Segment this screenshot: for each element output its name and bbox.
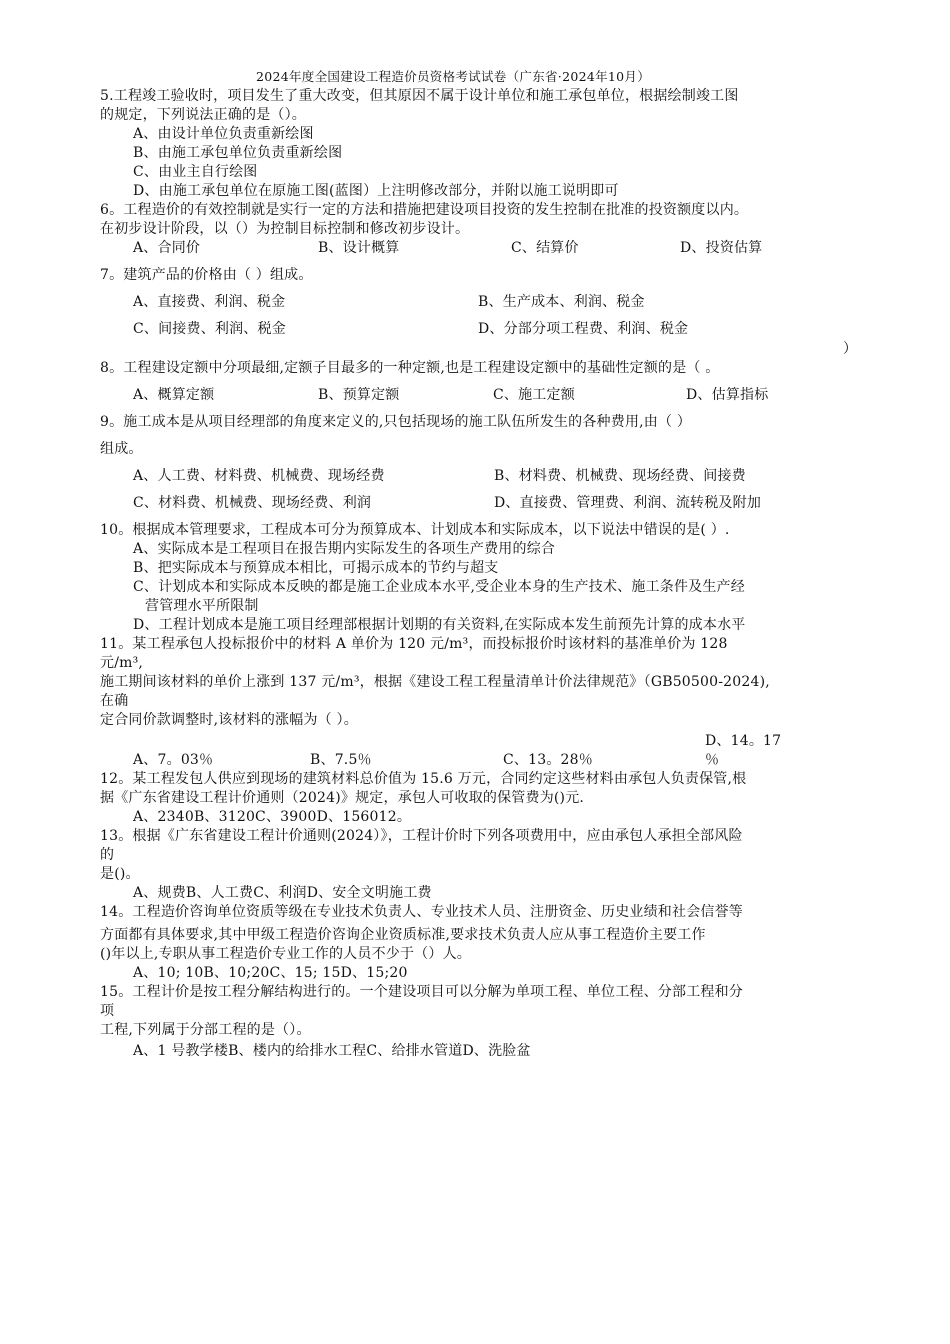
q7-option-b: B、生产成本、利润、税金 — [478, 294, 645, 310]
q15-options: A、1 号教学楼B、楼内的给排水工程C、给排水管道D、洗脸盆 — [133, 1043, 531, 1059]
q8-option-d: D、估算指标 — [686, 387, 769, 403]
q11-stem-line2: 元/m³, — [100, 655, 144, 671]
q6-stem-line2: 在初步设计阶段，以（）为控制目标控制和修改初步设计。 — [100, 221, 470, 237]
q15-stem-line1: 15。工程计价是按工程分解结构进行的。一个建设项目可以分解为单项工程、单位工程、分部工程和分 — [100, 984, 744, 1000]
q10-option-c-line2: 营管理水平所限制 — [145, 598, 259, 614]
q14-stem-line3: ()年以上,专职从事工程造价专业工作的人员不少于（）人。 — [100, 946, 471, 962]
q9-option-d: D、直接费、管理费、利润、流转税及附加 — [494, 495, 762, 511]
q5-option-d: D、由施工承包单位在原施工图(蓝图）上注明修改部分，并附以施工说明即可 — [133, 183, 619, 199]
q8-option-c: C、施工定额 — [493, 387, 575, 403]
q11-stem-line4: 在确 — [100, 693, 129, 709]
q11-option-d-percent: ％ — [705, 752, 720, 768]
q7-option-d: D、分部分项工程费、利润、税金 — [478, 321, 689, 337]
q15-stem-line3: 工程,下列属于分部工程的是（）。 — [100, 1022, 311, 1038]
q10-stem: 10。根据成本管理要求，工程成本可分为预算成本、计划成本和实际成本，以下说法中错误的是( ）. — [100, 522, 730, 538]
q5-option-c: C、由业主自行绘图 — [133, 164, 258, 180]
q8-option-a: A、概算定额 — [133, 387, 215, 403]
q10-option-a: A、实际成本是工程项目在报告期内实际发生的各项生产费用的综合 — [133, 541, 556, 557]
q11-option-b: B、7.5％ — [310, 752, 372, 768]
q8-option-b: B、预算定额 — [318, 387, 400, 403]
q5-option-b: B、由施工承包单位负责重新绘图 — [133, 145, 343, 161]
q13-stem-line3: 是()。 — [100, 866, 140, 882]
q11-option-d-value: D、14。17 — [705, 733, 782, 749]
q7-stem: 7。建筑产品的价格由（ ）组成。 — [100, 267, 313, 283]
q6-option-b: B、设计概算 — [318, 240, 400, 256]
q13-stem-line2: 的 — [100, 847, 115, 863]
q14-stem-line1: 14。工程造价咨询单位资质等级在专业技术负责人、专业技术人员、注册资金、历史业绩和社会信誉等 — [100, 904, 744, 920]
q9-option-b: B、材料费、机械费、现场经费、间接费 — [494, 468, 746, 484]
q14-options: A、10; 10B、10;20C、15; 15D、15;20 — [133, 965, 408, 981]
q9-stem-line2: 组成。 — [100, 441, 143, 457]
q11-stem-line5: 定合同价款调整时,该材料的涨幅为（ ）。 — [100, 712, 358, 728]
q6-option-c: C、结算价 — [511, 240, 579, 256]
q5-stem-line2: 的规定，下列说法正确的是（）。 — [100, 107, 306, 123]
q11-option-a: A、7。03％ — [133, 752, 214, 768]
q6-option-d: D、投资估算 — [680, 240, 763, 256]
q10-option-c-line1: C、计划成本和实际成本反映的都是施工企业成本水平,受企业本身的生产技术、施工条件及生产经 — [133, 579, 745, 595]
q9-option-c: C、材料费、机械费、现场经费、利润 — [133, 495, 372, 511]
q11-stem-line3: 施工期间该材料的单价上涨到 137 元/m³，根据《建设工程工程量清单计价法律规范》（GB50500-2024), — [100, 674, 770, 690]
q7-option-c: C、间接费、利润、税金 — [133, 321, 286, 337]
q13-stem-line1: 13。根据《广东省建设工程计价通则(2024）》，工程计价时下列各项费用中，应由承包人承担全部风险 — [100, 828, 743, 844]
q6-stem-line1: 6。工程造价的有效控制就是实行一定的方法和措施把建设项目投资的发生控制在批准的投资额度以内。 — [100, 202, 749, 218]
q13-options: A、规费B、人工费C、利润D、安全文明施工费 — [133, 885, 432, 901]
q15-stem-line2: 项 — [100, 1003, 115, 1019]
q10-option-b: B、把实际成本与预算成本相比，可揭示成本的节约与超支 — [133, 560, 499, 576]
q7-option-a: A、直接费、利润、税金 — [133, 294, 286, 310]
q6-option-a: A、合同价 — [133, 240, 201, 256]
q8-closing-paren: ） — [843, 341, 858, 357]
q8-stem: 8。工程建设定额中分项最细,定额子目最多的一种定额,也是工程建设定额中的基础性定额的是（ 。 — [100, 360, 720, 376]
exam-header: 2024年度全国建设工程造价员资格考试试卷（广东省·2024年10月） — [256, 69, 651, 84]
q9-stem-line1: 9。施工成本是从项目经理部的角度来定义的,只包括现场的施工队伍所发生的各种费用,由（ ） — [100, 414, 692, 430]
q5-option-a: A、由设计单位负责重新绘图 — [133, 126, 314, 142]
q12-stem-line2: 据《广东省建设工程计价通则（2024)》规定，承包人可收取的保管费为()元. — [100, 790, 585, 806]
q11-option-c: C、13。28％ — [503, 752, 593, 768]
q5-stem-line1: 5.工程竣工验收时，项目发生了重大改变，但其原因不属于设计单位和施工承包单位，根据绘制竣工图 — [100, 88, 739, 104]
q12-stem-line1: 12。某工程发包人供应到现场的建筑材料总价值为 15.6 万元，合同约定这些材料由承包人负责保管,根 — [100, 771, 747, 787]
q9-option-a: A、人工费、材料费、机械费、现场经费 — [133, 468, 385, 484]
q14-stem-line2: 方面都有具体要求,其中甲级工程造价咨询企业资质标准,要求技术负责人应从事工程造价主要工作 — [100, 927, 706, 943]
q11-stem-line1: 11。某工程承包人投标报价中的材料 A 单价为 120 元/m³，而投标报价时该材料的基准单价为 128 — [100, 636, 728, 652]
q12-options: A、2340B、3120C、3900D、156012。 — [133, 809, 412, 825]
q10-option-d: D、工程计划成本是施工项目经理部根据计划期的有关资料,在实际成本发生前预先计算的成本水平 — [133, 617, 746, 633]
